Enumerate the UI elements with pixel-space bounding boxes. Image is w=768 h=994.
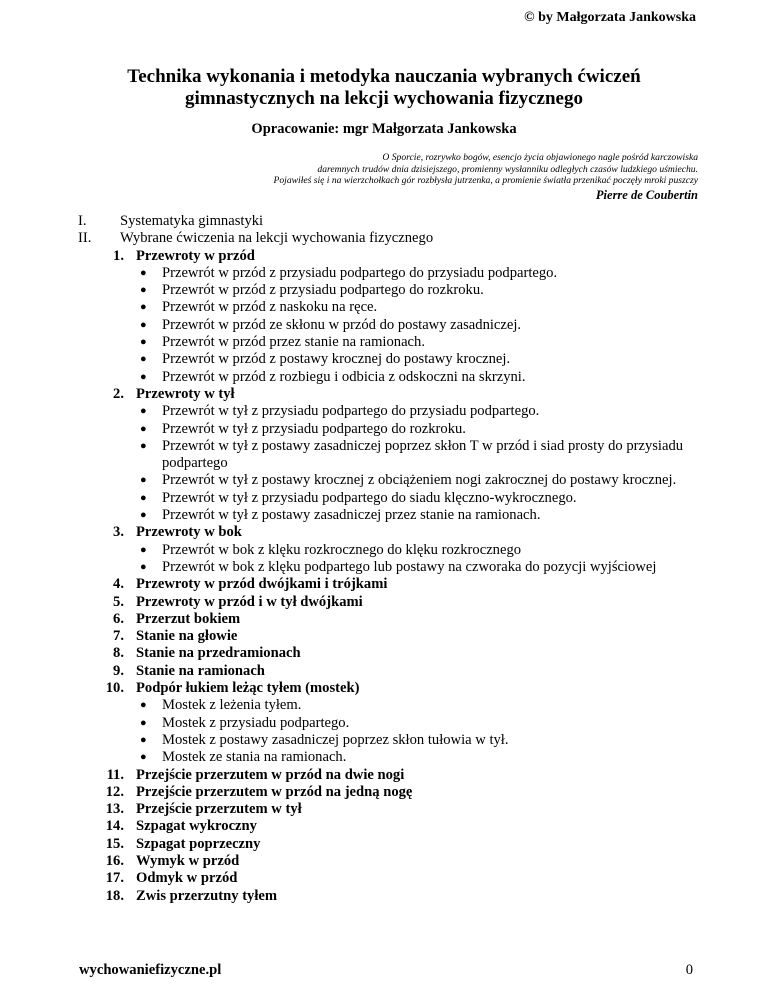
bullet-item: [78, 421, 698, 438]
bullet-icon: ●: [140, 699, 147, 712]
bullet-item: [78, 265, 698, 282]
roman-number: I.: [78, 213, 87, 229]
section-heading: [78, 386, 698, 403]
quote-author: Pierre de Coubertin: [595, 187, 698, 202]
section-number: 10.: [105, 680, 124, 697]
title-line-1: Technika wykonania i metodyka nauczania wybranych ćwiczeń: [127, 66, 641, 87]
bullet-text: Przewrót w tył z przysiadu podpartego do rozkroku.: [162, 420, 466, 437]
bullet-icon: ●: [140, 318, 147, 331]
bullet-text: Mostek z przysiadu podpartego.: [162, 714, 350, 731]
bullet-item: [78, 299, 698, 316]
bullet-icon: ●: [140, 370, 147, 383]
bullet-icon: ●: [140, 491, 147, 504]
section-heading: [78, 576, 698, 593]
section-number: 9.: [113, 662, 124, 679]
page-number: 0: [685, 962, 693, 978]
section-heading: [78, 611, 698, 628]
bullet-text: Przewrót w przód z naskoku na ręce.: [162, 299, 378, 316]
bullet-text: Przewrót w przód z rozbiegu i odbicia z odskoczni na skrzyni.: [162, 368, 526, 385]
section-title: Szpagat wykroczny: [136, 818, 257, 835]
section-heading: [78, 767, 698, 784]
bullet-text: Przewrót w tył z przysiadu podpartego do przysiadu podpartego.: [162, 403, 540, 420]
section-heading: [78, 594, 698, 611]
section-heading: [78, 870, 698, 887]
roman-item: [78, 230, 698, 247]
bullet-item: [78, 317, 698, 334]
bullet-text: Przewrót w bok z klęku rozkrocznego do klęku rozkrocznego: [162, 541, 522, 558]
footer-site: wychowaniefizyczne.pl: [79, 962, 222, 978]
section-title: Przewroty w tył: [136, 385, 235, 402]
section-number: 2.: [113, 385, 124, 402]
bullet-item: [78, 715, 698, 732]
bullet-text: Przewrót w przód przez stanie na ramionach.: [162, 334, 425, 351]
bullet-text: Przewrót w tył z postawy zasadniczej przez stanie na ramionach.: [162, 507, 541, 524]
bullet-icon: ●: [140, 543, 147, 556]
bullet-icon: ●: [140, 266, 147, 279]
section-title: Przejście przerzutem w przód na jedną nogę: [136, 783, 413, 800]
bullet-text: Przewrót w przód ze skłonu w przód do postawy zasadniczej.: [162, 316, 522, 333]
section-heading: [78, 801, 698, 818]
bullet-icon: ●: [140, 353, 147, 366]
roman-text: Wybrane ćwiczenia na lekcji wychowania fizycznego: [120, 230, 434, 247]
section-number: 4.: [113, 576, 124, 593]
bullet-icon: ●: [140, 422, 147, 435]
section-heading: [78, 663, 698, 680]
section-heading: [78, 818, 698, 835]
section-number: 11.: [106, 766, 124, 783]
section-title: Szpagat poprzeczny: [136, 835, 261, 852]
bullet-icon: ●: [140, 284, 147, 297]
bullet-text: Mostek ze stania na ramionach.: [162, 749, 347, 766]
bullet-item: [78, 490, 698, 507]
section-number: 16.: [105, 852, 124, 869]
section-title: Wymyk w przód: [136, 852, 240, 869]
section-heading: [78, 784, 698, 801]
quote-line: O Sporcie, rozrywko bogów, esencjo życia objawionego nagle pośród karczowiska: [382, 152, 698, 163]
epigraph-quote: [58, 152, 698, 203]
section-title: Stanie na ramionach: [136, 662, 265, 679]
copyright-header: © by Małgorzata Jankowska: [524, 10, 696, 25]
section-number: 14.: [105, 818, 124, 835]
quote-line: daremnych trudów dnia dzisiejszego, promienny wysłanniku odległych czasów ludzkiego uśmiechu.: [317, 163, 698, 175]
bullet-icon: ●: [140, 716, 147, 729]
bullet-icon: ●: [140, 560, 147, 573]
bullet-icon: ●: [140, 733, 147, 746]
section-number: 1.: [113, 247, 124, 264]
bullet-icon: ●: [140, 439, 147, 452]
section-heading: [78, 628, 698, 645]
section-title: Przejście przerzutem w tył: [136, 801, 302, 818]
bullet-icon: ●: [140, 509, 147, 522]
section-heading: [78, 645, 698, 662]
title-line-2: gimnastycznych na lekcji wychowania fizycznego: [185, 88, 583, 109]
bullet-item: [78, 403, 698, 420]
section-heading: [78, 680, 698, 697]
bullet-icon: ●: [140, 751, 147, 764]
section-title: Odmyk w przód: [136, 870, 238, 887]
bullet-text: Przewrót w przód z przysiadu podpartego do rozkroku.: [162, 282, 484, 299]
bullet-text: Przewrót w tył z postawy krocznej z obciążeniem nogi zakrocznej do postawy krocznej.: [162, 472, 677, 489]
section-number: 17.: [105, 870, 124, 887]
author-line: Opracowanie: mgr Małgorzata Jankowska: [251, 121, 517, 137]
outline: [78, 213, 698, 905]
bullet-text: Mostek z leżenia tyłem.: [162, 697, 302, 714]
bullet-text: Przewrót w przód z postawy krocznej do postawy krocznej.: [162, 351, 511, 368]
section-heading: [78, 836, 698, 853]
document-title: [0, 66, 768, 110]
bullet-text: Przewrót w przód z przysiadu podpartego do przysiadu podpartego.: [162, 264, 558, 281]
section-number: 13.: [105, 801, 124, 818]
bullet-item: [78, 749, 698, 766]
section-title: Przewroty w bok: [136, 524, 242, 541]
roman-item: [78, 213, 698, 230]
section-title: Przerzut bokiem: [136, 610, 241, 627]
roman-text: Systematyka gimnastyki: [120, 213, 264, 229]
bullet-item: [78, 369, 698, 386]
bullet-text: Przewrót w bok z klęku podpartego lub postawy na czworaka do pozycji wyjściowej: [162, 558, 657, 575]
bullet-item: [78, 282, 698, 299]
section-number: 6.: [113, 610, 124, 627]
roman-number: II.: [78, 230, 92, 247]
bullet-item: [78, 559, 698, 576]
section-title: Stanie na głowie: [136, 628, 238, 645]
bullet-icon: ●: [140, 301, 147, 314]
section-heading: [78, 248, 698, 265]
section-title: Stanie na przedramionach: [136, 645, 301, 662]
section-title: Przewroty w przód i w tył dwójkami: [136, 593, 363, 610]
section-heading: [78, 853, 698, 870]
bullet-text: Mostek z postawy zasadniczej poprzez skłon tułowia w tył.: [162, 731, 509, 748]
section-number: 18.: [105, 887, 124, 904]
bullet-item: [78, 472, 698, 489]
bullet-item: [78, 438, 698, 473]
section-number: 3.: [113, 524, 124, 541]
quote-line: Pojawiłeś się i na wierzchołkach gór rozbłysła jutrzenka, a promienie światła przenikać poczęły mroki puszczy: [273, 175, 698, 186]
bullet-item: [78, 507, 698, 524]
section-number: 12.: [105, 783, 124, 800]
section-heading: [78, 888, 698, 905]
bullet-icon: ●: [140, 474, 147, 487]
section-number: 7.: [113, 628, 124, 645]
bullet-icon: ●: [140, 405, 147, 418]
section-number: 8.: [113, 645, 124, 662]
bullet-item: [78, 351, 698, 368]
section-number: 15.: [105, 835, 124, 852]
section-title: Zwis przerzutny tyłem: [136, 887, 278, 904]
bullet-item: [78, 732, 698, 749]
bullet-text: Przewrót w tył z postawy zasadniczej poprzez skłon T w przód i siad prosty do przysiadu podpartego: [162, 437, 684, 472]
bullet-text: Przewrót w tył z przysiadu podpartego do siadu klęczno-wykrocznego.: [162, 489, 577, 506]
section-title: Przejście przerzutem w przód na dwie nogi: [136, 766, 405, 783]
section-number: 5.: [113, 593, 124, 610]
bullet-icon: ●: [140, 336, 147, 349]
section-title: Przewroty w przód dwójkami i trójkami: [136, 576, 388, 593]
section-title: Podpór łukiem leżąc tyłem (mostek): [136, 680, 360, 697]
section-title: Przewroty w przód: [136, 247, 255, 264]
bullet-item: [78, 334, 698, 351]
bullet-item: [78, 542, 698, 559]
section-heading: [78, 524, 698, 541]
bullet-item: [78, 697, 698, 714]
